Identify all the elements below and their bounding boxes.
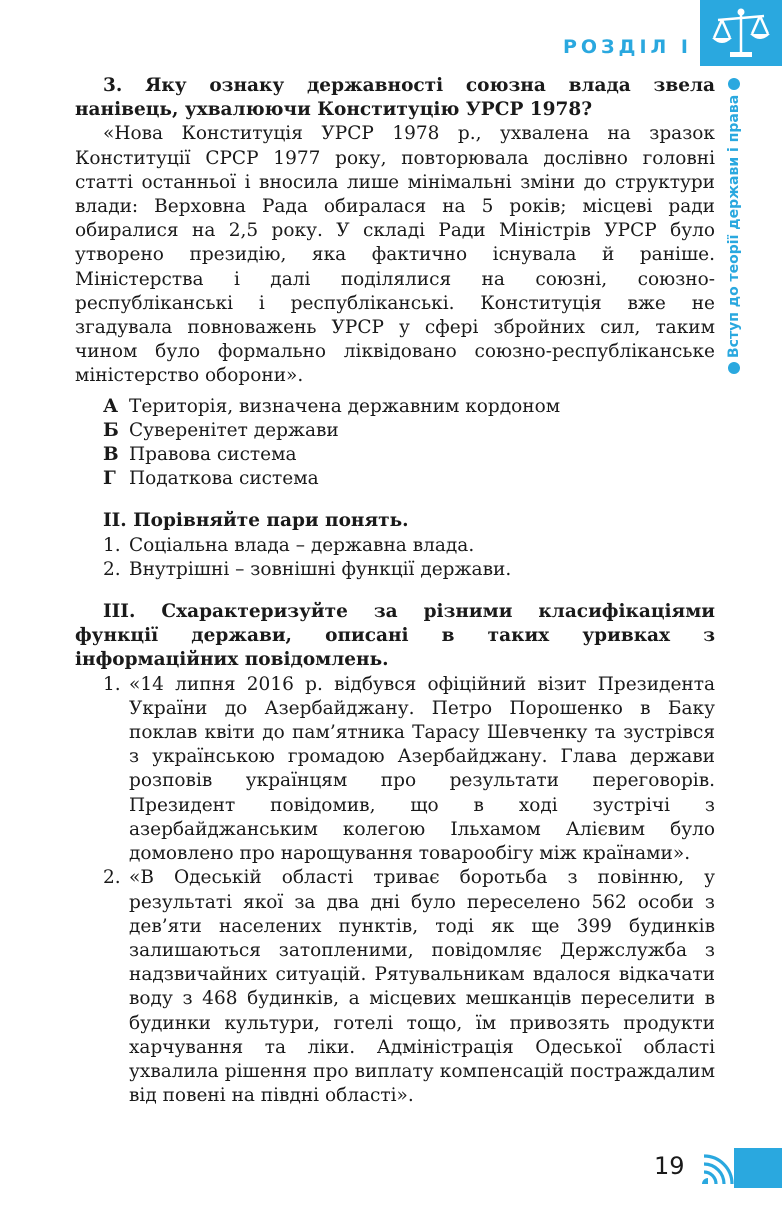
item-text: «14 липня 2016 р. відбувся офіційний візит Президента України до Азербайджану. Петро Порошенко в Баку поклав квіти до пам’ятника Тарасу Шевченку та зустрівся з українською громадою Азербайджану. Глава держави розповів українцям про результати переговорів. Президент повідомив, що в ході зустрічі з азербайджанським колегою Ільхамом Алієвим було домовлено про нарощування товарообігу між країнами».	[129, 673, 715, 865]
item-number: 2.	[103, 867, 121, 889]
list-item	[75, 866, 715, 1108]
option-letter: Б	[103, 419, 119, 441]
item-text: Внутрішні – зовнішні функції держави.	[129, 558, 512, 580]
item-number: 1.	[103, 673, 121, 695]
page-number: 19	[654, 1152, 685, 1180]
answer-option-h	[103, 467, 715, 491]
list-item	[75, 673, 715, 867]
section-3-list	[75, 673, 715, 1109]
answer-option-v	[103, 443, 715, 467]
option-letter: А	[103, 395, 119, 417]
page-corner-decoration	[700, 1148, 782, 1188]
question-3-quote: «Нова Конституція УРСР 1978 р., ухвалена на зразок Конституції СРСР 1977 року, повторювала дослівно головні статті останньої і вносила лише мінімальні зміни до структури влади: Верховна Рада обиралася на 5 років; місцеві ради обиралися на 2,5 року. У складі Ради Міністрів УРСР було утворено президію, яка фактично існувала й раніше. Міністерства і далі поділялися на союзні, союзно-республіканські і республіканські. Конституція вже не згадувала повноважень УРСР у сфері збройних сил, таким чином було формально ліквідовано союзно-республіканське міністерство оборони».	[75, 123, 715, 387]
item-text: «В Одеській області триває боротьба з повінню, у результаті якої за два дні було переселено 562 особи з дев’яти населених пунктів, тоді як ще 399 будинків залишаються затопленими, повідомляє Держслужба з надзвичайних ситуацій. Рятувальникам вдалося відкачати воду з 468 будинків, а місцевих мешканців переселити в будинки культури, готелі тощо, їм привозять продукти харчування та ліки. Адміністрація Одеської області ухвалила рішення про виплату компенсацій постраждалим від повені на півдні області».	[129, 867, 715, 1107]
side-dot-top	[728, 78, 740, 90]
option-letter: Г	[103, 468, 116, 490]
answer-option-b	[103, 419, 715, 443]
side-label-block	[722, 78, 746, 374]
side-dot-bottom	[728, 362, 740, 374]
list-item	[75, 558, 715, 582]
side-chapter-label: Вступ до теорії держави і права	[726, 94, 742, 358]
section-2-title: ІІ. Порівняйте пари понять.	[103, 510, 409, 532]
question-3-title: 3. Яку ознаку державності союзна влада звела нанівець, ухвалюючи Конституцію УРСР 1978?	[75, 75, 715, 121]
option-text: Суверенітет держави	[129, 419, 339, 441]
section-3-title: ІІІ. Схарактеризуйте за різними класифікаціями функції держави, описані в таких уривках з інформаційних повідомлень.	[75, 601, 715, 671]
section-header: РОЗДІЛ І	[562, 36, 692, 58]
item-number: 1.	[103, 534, 121, 556]
item-number: 2.	[103, 558, 121, 580]
option-text: Податкова система	[129, 468, 319, 490]
scales-icon-box	[700, 0, 782, 66]
option-text: Територія, визначена державним кордоном	[129, 395, 561, 417]
answer-option-a	[103, 395, 715, 419]
option-text: Правова система	[129, 444, 297, 466]
section-2-list	[75, 534, 715, 582]
option-letter: В	[103, 444, 119, 466]
page-content	[75, 74, 715, 1108]
scales-icon	[708, 6, 774, 62]
list-item	[75, 534, 715, 558]
signal-waves-icon	[700, 1148, 782, 1188]
item-text: Соціальна влада – державна влада.	[129, 534, 475, 556]
